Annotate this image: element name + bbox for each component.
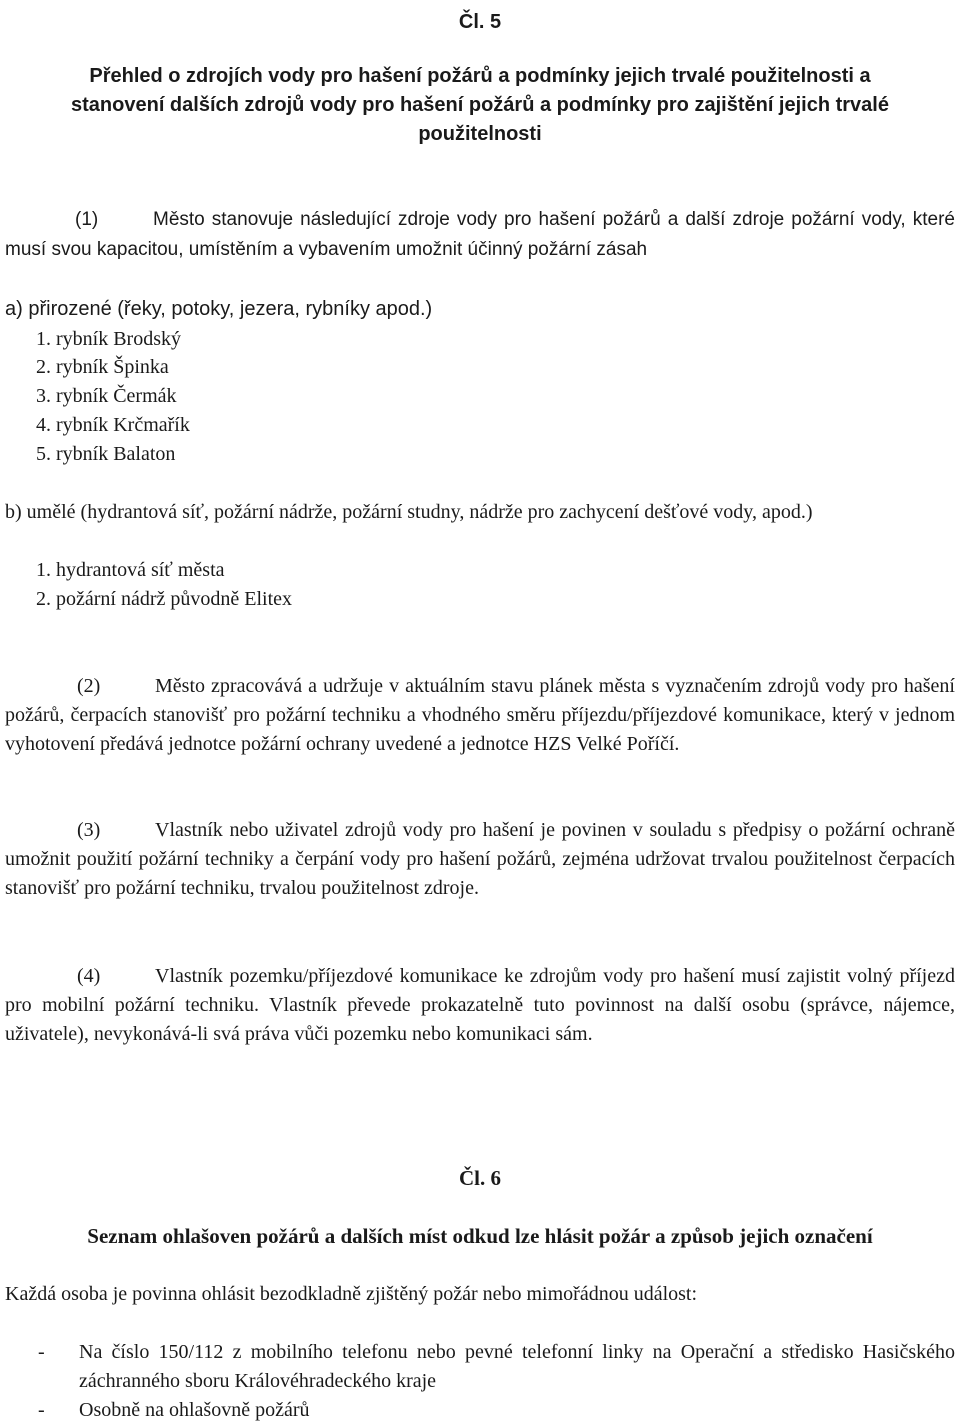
paragraph-1-number: (1) — [75, 209, 99, 230]
reporting-bullet — [5, 1338, 955, 1396]
bullet-dash: - — [38, 1399, 45, 1421]
paragraph-4-number: (4) — [77, 965, 101, 987]
artificial-source-item: 1. hydrantová síť města — [36, 559, 225, 581]
natural-sources-heading: a) přirozené (řeky, potoky, jezera, rybníky apod.) — [5, 298, 433, 320]
paragraph-3-number: (3) — [77, 819, 101, 841]
chapter-5-title-line: Přehled o zdrojích vody pro hašení požárů a podmínky jejich trvalé použitelnosti a — [89, 65, 871, 87]
reporting-bullet — [5, 1396, 955, 1425]
bullet-dash: - — [38, 1341, 45, 1363]
paragraph-1 — [5, 205, 955, 265]
artificial-sources-heading — [5, 498, 955, 527]
natural-source-item: 5. rybník Balaton — [36, 443, 176, 465]
natural-source-item: 1. rybník Brodský — [36, 328, 181, 350]
chapter-5-heading: Čl. 5 — [458, 11, 502, 33]
paragraph-2-text: Město zpracovává a udržuje v aktuálním stavu plánek města s vyznačením zdrojů vody pro hašení požárů, čerpacích stanovišť pro požární techniku a vhodného směru příjezdu/příjezdové komunikace, který v jednom vyhotovení předává jednotce požární ochrany uvedené a jednotce HZS Velké Poříčí. — [5, 675, 955, 755]
paragraph-4 — [5, 962, 955, 1049]
natural-source-item: 3. rybník Čermák — [36, 385, 177, 407]
paragraph-3-text: Vlastník nebo uživatel zdrojů vody pro hašení je povinen v souladu s předpisy o požární ochraně umožnit použití požární techniky a čerpání vody pro hašení požárů, zejména udržovat trvalou použitelnost čerpacích stanovišť pro požární techniku, trvalou použitelnost zdroje. — [5, 819, 955, 899]
paragraph-4-text: Vlastník pozemku/příjezdové komunikace ke zdrojům vody pro hašení musí zajistit volný příjezd pro mobilní požární techniku. Vlastník převede prokazatelně tuto povinnost na další osobu (správce, nájemce, uživatele), nevykonává-li svá práva vůči pozemku nebo komunikaci sám. — [5, 965, 955, 1045]
artificial-sources-text: b) umělé (hydrantová síť, požární nádrže, požární studny, nádrže pro zachycení dešťové vody, apod.) — [5, 501, 813, 523]
reporting-bullet-text: Osobně na ohlašovně požárů — [79, 1399, 310, 1421]
paragraph-1-text: Město stanovuje následující zdroje vody pro hašení požárů a další zdroje požární vody, které musí svou kapacitou, umístěním a vybavením umožnit účinný požární zásah — [5, 209, 955, 260]
artificial-source-item: 2. požární nádrž původně Elitex — [36, 588, 293, 610]
paragraph-3 — [5, 816, 955, 903]
chapter-5-title — [0, 62, 960, 149]
chapter-6-title: Seznam ohlašoven požárů a dalších míst odkud lze hlásit požár a způsob jejich označení — [87, 1224, 873, 1248]
paragraph-2-number: (2) — [77, 675, 101, 697]
chapter-6-heading: Čl. 6 — [459, 1166, 501, 1190]
chapter-5-title-line: použitelnosti — [418, 123, 542, 145]
chapter-6-intro: Každá osoba je povinna ohlásit bezodkladně zjištěný požár nebo mimořádnou událost: — [5, 1283, 698, 1305]
chapter-5-title-line: stanovení dalších zdrojů vody pro hašení požárů a podmínky pro zajištění jejich trvalé — [71, 94, 889, 116]
natural-source-item: 4. rybník Krčmařík — [36, 414, 190, 436]
natural-source-item: 2. rybník Špinka — [36, 356, 169, 378]
paragraph-2 — [5, 672, 955, 759]
reporting-bullet-text: Na číslo 150/112 z mobilního telefonu nebo pevné telefonní linky na Operační a středisko Hasičského záchranného sboru Královéhradeckého kraje — [79, 1341, 955, 1392]
